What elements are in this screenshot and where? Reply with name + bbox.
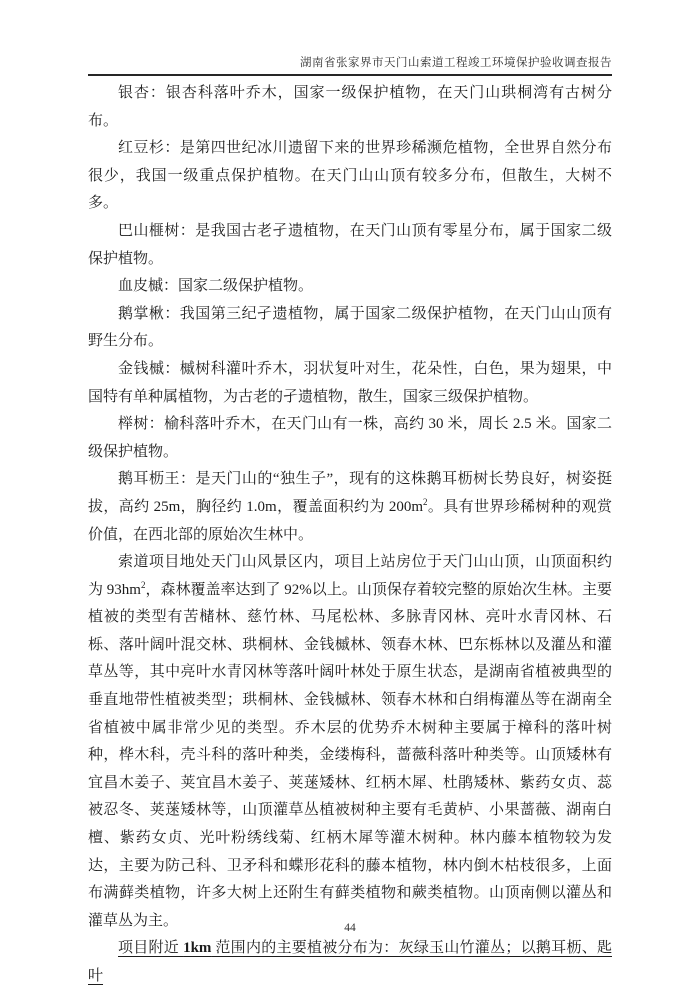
distribution-text-post: 范围内的主要植被分布为：灰绿玉山竹灌丛；以鹅耳枥、匙叶 [88, 940, 612, 984]
paragraph-ginkgo: 银杏：银杏科落叶乔木，国家一级保护植物，在天门山珙桐湾有古树分布。 [88, 85, 612, 129]
paragraph-torreya: 巴山榧树：是我国古老孑遗植物，在天门山顶有零星分布，属于国家二级保护植物。 [88, 222, 612, 267]
hornbeam-text-post: 。具有世界珍稀树种的观赏价值，在西北部的原始次生林中。 [88, 498, 612, 543]
paragraph-liriodendron: 鹅掌楸：我国第三纪孑遗植物，属于国家二级保护植物，在天门山山顶有野生分布。 [88, 305, 612, 350]
paragraph-dipteronia: 金钱槭：槭树科灌叶乔木，羽状复叶对生，花朵性，白色，果为翅果，中国特有单种属植物，为古老的孑遗植物，散生，国家三级保护植物。 [88, 360, 612, 405]
hornbeam-text-pre: 鹅耳枥王：是天门山的“独生子”，现有的这株鹅耳枥树长势良好，树姿挺拔，高约 25m，胸径约 1.0m，覆盖面积约为 200m [88, 471, 612, 515]
underlined-segment [88, 940, 612, 984]
paragraph-hornbeam-king [88, 466, 612, 549]
page-number: 44 [344, 922, 356, 934]
paragraph-vegetation-overview [88, 549, 612, 935]
paragraph-maple: 血皮槭：国家二级保护植物。 [118, 278, 314, 295]
distribution-distance-value: 1km [183, 940, 212, 957]
vegetation-superscript: 2 [140, 579, 146, 590]
paragraph-vegetation-distribution [88, 935, 612, 990]
distribution-text-pre: 项目附近 [118, 940, 184, 957]
report-header-title: 湖南省张家界市天门山索道工程竣工环境保护验收调查报告 [300, 57, 612, 69]
header-rule [88, 74, 612, 76]
paragraph-zelkova: 榉树：榆科落叶乔木，在天门山有一株，高约 30 米，周长 2.5 米。国家二级保护植物。 [88, 416, 612, 460]
hornbeam-superscript: 2 [423, 496, 428, 507]
document-body [88, 80, 612, 990]
vegetation-text-pre: 索道项目地处天门山风景区内，项目上站房位于天门山山顶，山顶面积约为 93hm [88, 554, 612, 598]
vegetation-text-post: ，森林覆盖率达到了 92%以上。山顶保存着较完整的原始次生林。主要植被的类型有苦槠林、慈竹林、马尾松林、多脉青冈林、亮叶水青冈林、石栎、落叶阔叶混交林、珙桐林、金钱槭林、领春木林、巴东栎林以及灌丛和灌草丛等，其中亮叶水青冈林等落叶阔叶林处于原生状态，是湖南省植被典型的垂直地带性植被类型；珙桐林、金钱槭林、领春木林和白绢梅灌丛等在湖南全省植被中属非常少见的类型。乔木层的优势乔木树种主要属于樟科的落叶树种，桦木科，壳斗科的落叶种类，金缕梅科，蔷薇科落叶种类等。山顶矮林有宜昌木姜子、荚宜昌木姜子、荚蒾矮林、红柄木犀、杜鹃矮林、紫药女贞、蕊被忍冬、荚蒾矮林等，山顶灌草丛植被树种主要有毛黄栌、小果蔷薇、湖南白檀、紫药女贞、光叶粉绣线菊、红柄木犀等灌木树种。林内藤本植物较为发达，主要为防己科、卫矛科和蝶形花科的藤本植物，林内倒木枯枝很多，上面布满藓类植物，许多大树上还附生有藓类植物和蕨类植物。山顶南侧以灌丛和灌草丛为主。 [88, 581, 612, 929]
paragraph-yew: 红豆杉：是第四世纪冰川遗留下来的世界珍稀濒危植物，全世界自然分布很少，我国一级重点保护植物。在天门山山顶有较多分布，但散生，大树不多。 [88, 140, 612, 212]
